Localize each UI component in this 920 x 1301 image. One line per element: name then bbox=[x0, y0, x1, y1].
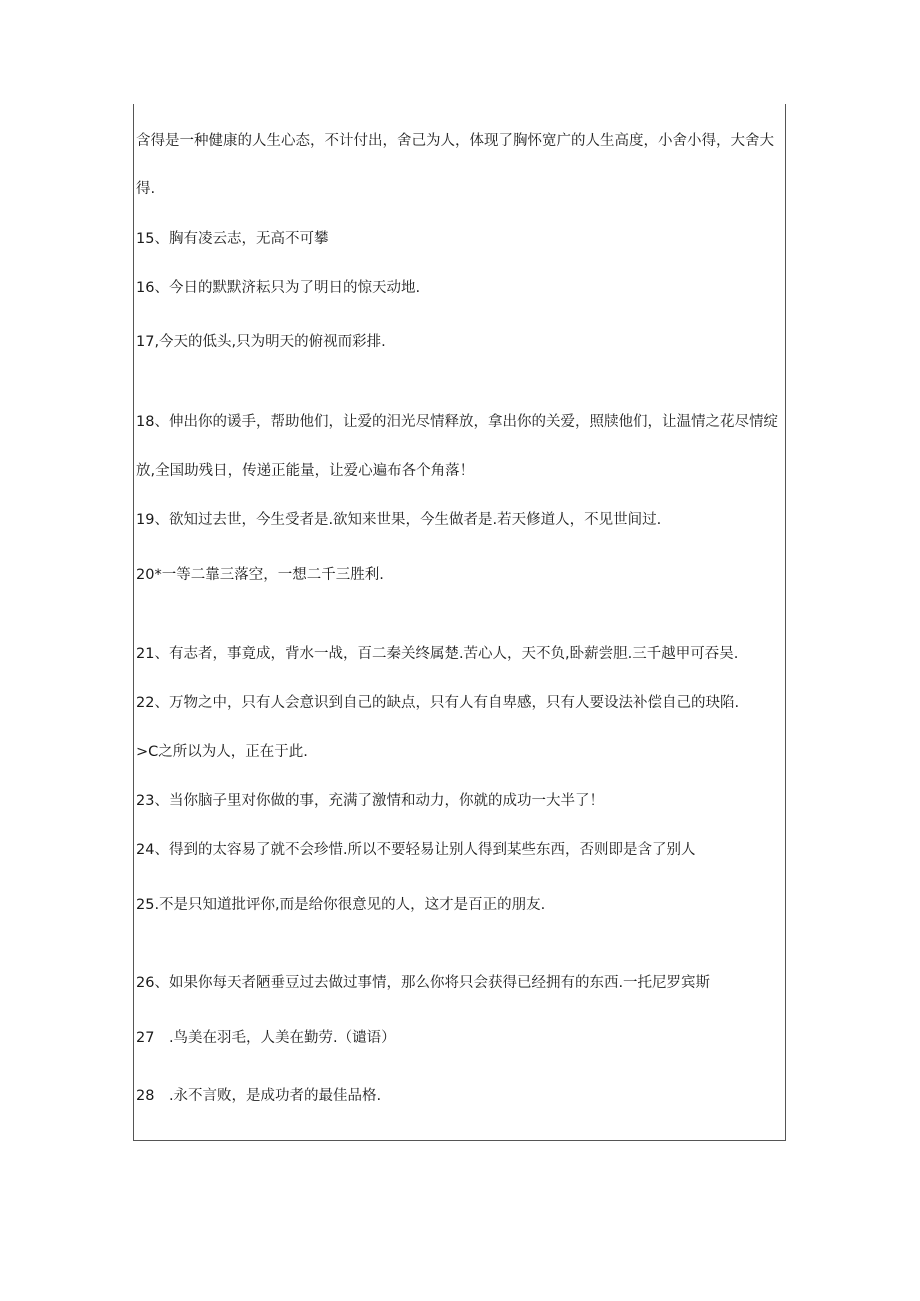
text-line-18: 28 .永不言败，是成功者的最佳品格. bbox=[136, 1088, 382, 1104]
text-line-6: 18、伸出你的谖手，帮助他们，让爱的汨光尽情释放，拿出你的关爱，照牍他们，让温情之花尽情绽 bbox=[136, 414, 778, 430]
text-line-11: 22、万物之中，只有人会意识到自己的缺点，只有人有自卑感，只有人要设法补偿自己的玦陷. bbox=[136, 695, 740, 711]
text-line-3: 15、胸有凌云志，无高不可攀 bbox=[136, 231, 329, 247]
text-line-16: 26、如果你每天者陋垂豆过去做过事情，那么你将只会获得已经拥有的东西.一托尼罗宾斯 bbox=[136, 975, 711, 991]
text-line-2: 得. bbox=[136, 181, 156, 197]
text-line-15: 25.不是只知道批评你,而是给你很意见的人，这才是百正的朋友. bbox=[136, 897, 546, 913]
text-line-4: 16、今日的默默济耘只为了明日的惊天动地. bbox=[136, 280, 421, 296]
text-line-5: 17,今天的低头,只为明天的俯视而彩排. bbox=[136, 334, 386, 350]
text-line-7: 放,全国助残日，传递正能量，让爱心遍布各个角落！ bbox=[136, 463, 475, 479]
text-line-13: 23、当你脑子里对你做的事，充满了激情和动力，你就的成功一大半了！ bbox=[136, 793, 604, 809]
text-line-17: 27 .鸟美在羽毛，人美在勤劳.（谴语） bbox=[136, 1030, 396, 1046]
text-line-9: 20*一等二靠三落空，一想二千三胜利. bbox=[136, 567, 384, 583]
text-line-10: 21、有志者，事竟成，背水一战，百二秦关终属楚.苦心人，天不负,卧薪尝胆.三千越甲可吞吴. bbox=[136, 646, 739, 662]
text-line-1: 含得是一种健康的人生心态，不计付出，舍己为人，体现了胸怀宽广的人生高度，小舍小得，大舍大 bbox=[136, 133, 774, 149]
text-line-8: 19、欲知过去世，今生受者是.欲知来世果，今生做者是.若天修道人，不见世间过. bbox=[136, 512, 662, 528]
text-line-14: 24、得到的太容易了就不会珍惜.所以不要轻易让别人得到某些东西，否则即是含了别人 bbox=[136, 842, 696, 858]
text-line-12: >C之所以为人，正在于此. bbox=[136, 744, 308, 760]
